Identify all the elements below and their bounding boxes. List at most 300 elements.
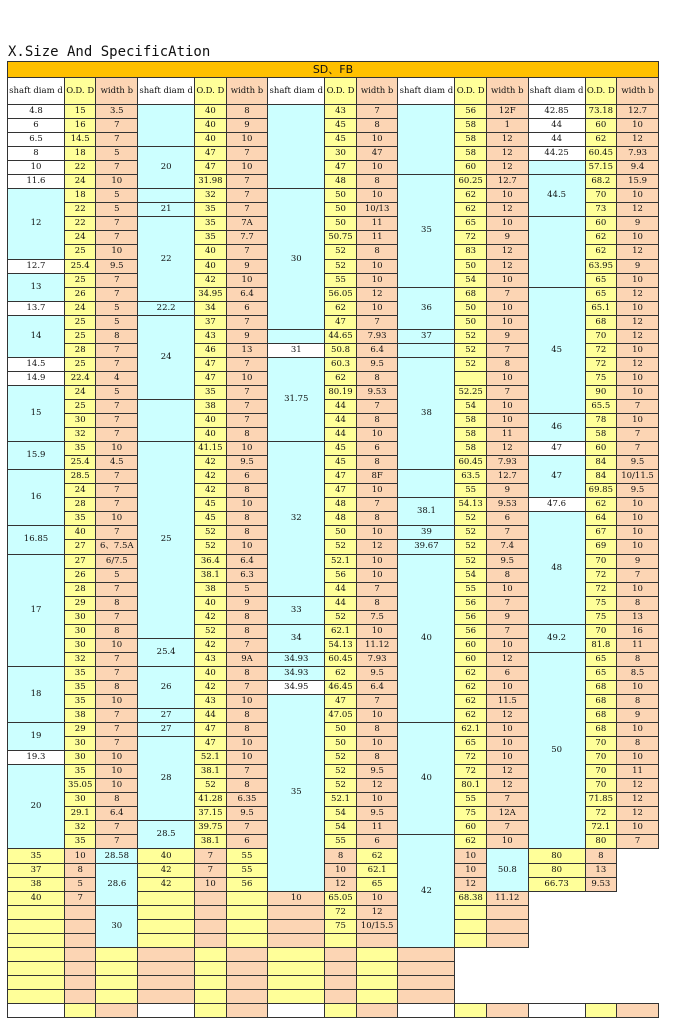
width-cell xyxy=(325,975,357,989)
od-cell: 60 xyxy=(455,821,487,835)
shaft-diam-cell: 28.58 xyxy=(96,849,138,863)
od-cell: 62 xyxy=(455,709,487,723)
table-row xyxy=(8,863,659,877)
width-cell: 6 xyxy=(226,301,268,315)
od-cell: 65.5 xyxy=(585,399,617,413)
width-cell: 10 xyxy=(455,863,487,877)
width-cell xyxy=(268,919,325,933)
shaft-diam-cell: 42 xyxy=(398,835,455,947)
od-cell: 52 xyxy=(455,329,487,343)
width-cell: 10 xyxy=(356,554,398,568)
width-cell: 12F xyxy=(486,105,528,119)
od-cell: 50 xyxy=(325,526,357,540)
od-cell: 14.5 xyxy=(64,133,96,147)
shaft-diam-cell: 47 xyxy=(528,442,585,456)
width-cell: 10 xyxy=(226,273,268,287)
width-cell: 8 xyxy=(585,849,617,863)
shaft-diam-cell: 35 xyxy=(268,694,325,891)
width-cell: 7 xyxy=(96,737,138,751)
shaft-diam-cell: 20 xyxy=(8,765,65,849)
od-cell xyxy=(195,989,227,1003)
od-cell: 38.1 xyxy=(195,835,227,849)
width-cell: 7 xyxy=(226,680,268,694)
width-cell: 11 xyxy=(617,638,659,652)
od-cell: 72 xyxy=(585,807,617,821)
shaft-diam-cell: 10 xyxy=(8,161,65,175)
width-cell: 8 xyxy=(617,694,659,708)
width-cell: 12 xyxy=(486,203,528,217)
shaft-diam-cell: 28.5 xyxy=(138,821,195,849)
width-cell: 7 xyxy=(96,119,138,133)
od-header: O.D. D xyxy=(64,78,96,105)
width-cell: 7 xyxy=(486,287,528,301)
width-cell: 10 xyxy=(96,638,138,652)
od-cell xyxy=(455,933,487,947)
width-cell: 10 xyxy=(486,301,528,315)
od-cell xyxy=(226,905,268,919)
width-cell: 8 xyxy=(356,596,398,610)
shaft-diam-cell: 50.8 xyxy=(486,849,528,891)
shaft-diam-cell: 34.95 xyxy=(268,680,325,694)
od-cell: 38 xyxy=(64,709,96,723)
od-cell: 62 xyxy=(325,371,357,385)
width-cell xyxy=(486,919,528,933)
width-cell: 7.93 xyxy=(617,147,659,161)
od-cell xyxy=(455,371,487,385)
shaft-diam-cell: 40 xyxy=(398,723,455,835)
width-cell: 8 xyxy=(226,428,268,442)
width-cell: 7 xyxy=(486,596,528,610)
width-cell: 9.5 xyxy=(356,666,398,680)
od-cell: 47 xyxy=(195,161,227,175)
od-cell: 40 xyxy=(195,105,227,119)
width-cell: 7 xyxy=(356,694,398,708)
width-cell: 12 xyxy=(356,287,398,301)
width-cell xyxy=(138,975,195,989)
width-cell: 8 xyxy=(96,680,138,694)
width-cell xyxy=(138,947,195,961)
width-cell: 5 xyxy=(226,582,268,596)
od-cell: 55 xyxy=(226,863,268,877)
width-cell: 12.7 xyxy=(486,470,528,484)
od-cell: 25 xyxy=(64,273,96,287)
width-cell: 9.5 xyxy=(486,554,528,568)
width-cell: 7 xyxy=(226,821,268,835)
width-cell: 6 xyxy=(356,835,398,849)
width-cell: 12 xyxy=(486,709,528,723)
od-cell: 63.95 xyxy=(585,259,617,273)
od-cell: 47 xyxy=(325,470,357,484)
width-cell: 8 xyxy=(356,245,398,259)
od-cell: 60 xyxy=(455,161,487,175)
od-cell: 45 xyxy=(195,512,227,526)
shaft-diam-cell: 14.5 xyxy=(8,357,65,371)
od-cell: 47 xyxy=(325,161,357,175)
width-cell: 10/15.5 xyxy=(356,919,398,933)
width-cell: 10 xyxy=(356,273,398,287)
shaft-diam-cell: 14.9 xyxy=(8,371,65,385)
od-cell: 52 xyxy=(455,554,487,568)
table-row xyxy=(8,147,659,161)
width-cell: 10 xyxy=(486,680,528,694)
od-cell: 56 xyxy=(325,568,357,582)
width-cell: 12 xyxy=(617,245,659,259)
width-cell: 10 xyxy=(486,723,528,737)
width-cell: 12 xyxy=(486,259,528,273)
shaft-diam-cell xyxy=(528,161,585,175)
od-cell: 60.45 xyxy=(455,456,487,470)
width-cell: 9.5 xyxy=(617,456,659,470)
table-row xyxy=(8,105,659,119)
od-cell xyxy=(356,947,398,961)
shaft-diam-cell: 35 xyxy=(398,175,455,287)
table-row xyxy=(8,498,659,512)
od-cell: 62 xyxy=(585,231,617,245)
od-cell: 52.1 xyxy=(325,554,357,568)
width-cell: 7 xyxy=(356,582,398,596)
width-cell: 10 xyxy=(617,526,659,540)
width-cell: 7 xyxy=(96,414,138,428)
od-cell xyxy=(226,919,268,933)
width-cell: 9.4 xyxy=(617,161,659,175)
width-cell: 10 xyxy=(617,385,659,399)
od-cell xyxy=(8,975,65,989)
width-cell xyxy=(195,891,227,905)
shaft-diam-cell: 13.7 xyxy=(8,301,65,315)
od-cell: 58 xyxy=(455,119,487,133)
width-cell xyxy=(226,947,268,961)
footer-cell xyxy=(455,1004,487,1018)
od-cell: 70 xyxy=(585,765,617,779)
od-cell: 40 xyxy=(195,259,227,273)
width-cell: 7 xyxy=(226,147,268,161)
width-cell: 13 xyxy=(226,343,268,357)
od-cell: 70 xyxy=(585,554,617,568)
width-cell: 6.4 xyxy=(356,343,398,357)
od-cell: 26 xyxy=(64,568,96,582)
width-cell: 12 xyxy=(617,203,659,217)
shaft-diam-cell: 21 xyxy=(138,203,195,217)
od-cell: 75 xyxy=(585,610,617,624)
od-cell: 15 xyxy=(64,105,96,119)
width-cell: 10 xyxy=(617,680,659,694)
od-cell: 44 xyxy=(325,414,357,428)
width-cell: 10 xyxy=(356,484,398,498)
od-cell: 47 xyxy=(325,484,357,498)
shaft-diam-cell: 16 xyxy=(8,470,65,526)
od-cell: 60 xyxy=(455,652,487,666)
width-cell: 10 xyxy=(486,835,528,849)
od-cell: 52 xyxy=(195,779,227,793)
od-cell: 35 xyxy=(64,666,96,680)
width-cell: 7 xyxy=(486,385,528,399)
od-cell: 62.1 xyxy=(356,863,398,877)
width-cell: 7 xyxy=(96,610,138,624)
width-cell: 9.53 xyxy=(356,385,398,399)
width-cell: 7.93 xyxy=(356,652,398,666)
width-cell: 9.53 xyxy=(585,877,617,891)
width-cell: 12 xyxy=(356,779,398,793)
od-cell xyxy=(455,905,487,919)
od-cell: 29 xyxy=(64,723,96,737)
od-cell: 35.05 xyxy=(64,779,96,793)
od-cell: 52 xyxy=(325,245,357,259)
width-cell: 8 xyxy=(96,329,138,343)
width-cell xyxy=(64,975,96,989)
width-header: width b xyxy=(617,78,659,105)
od-cell: 55 xyxy=(325,835,357,849)
width-cell: 7 xyxy=(226,385,268,399)
width-cell: 8 xyxy=(226,512,268,526)
width-header: width b xyxy=(226,78,268,105)
width-cell: 7 xyxy=(226,175,268,189)
width-cell: 7 xyxy=(226,315,268,329)
table-row xyxy=(8,161,659,175)
shaft-diam-cell: 45 xyxy=(528,287,585,413)
width-cell: 7 xyxy=(96,709,138,723)
od-cell: 44 xyxy=(195,709,227,723)
shaft-diam-cell xyxy=(268,105,325,189)
od-cell: 40 xyxy=(195,666,227,680)
shaft-diam-header: shaft diam d xyxy=(528,78,585,105)
shaft-diam-cell: 26 xyxy=(138,666,195,708)
od-cell: 65 xyxy=(585,287,617,301)
width-cell: 12 xyxy=(455,877,487,891)
od-cell: 50 xyxy=(325,737,357,751)
width-cell: 9A xyxy=(226,652,268,666)
width-cell xyxy=(398,975,455,989)
od-cell: 40 xyxy=(195,428,227,442)
od-cell: 60.3 xyxy=(325,357,357,371)
od-cell xyxy=(138,891,195,905)
width-cell: 9.53 xyxy=(486,498,528,512)
width-cell: 9.5 xyxy=(356,765,398,779)
width-cell: 12 xyxy=(325,877,357,891)
shaft-diam-cell: 44 xyxy=(528,133,585,147)
od-cell: 55 xyxy=(455,484,487,498)
shaft-diam-cell: 33 xyxy=(268,596,325,624)
od-cell: 54 xyxy=(455,399,487,413)
od-cell: 55 xyxy=(226,849,268,863)
width-cell: 9 xyxy=(617,709,659,723)
od-cell xyxy=(325,933,357,947)
width-cell: 8 xyxy=(96,596,138,610)
width-cell xyxy=(138,961,195,975)
width-cell xyxy=(325,947,357,961)
od-cell: 38 xyxy=(195,399,227,413)
width-cell: 10 xyxy=(617,301,659,315)
width-cell: 10 xyxy=(486,414,528,428)
width-cell: 16 xyxy=(617,624,659,638)
od-cell: 37 xyxy=(8,863,65,877)
width-cell: 47 xyxy=(356,147,398,161)
width-cell: 10 xyxy=(617,821,659,835)
od-cell: 81.8 xyxy=(585,638,617,652)
width-cell: 10 xyxy=(226,133,268,147)
width-cell: 9 xyxy=(486,231,528,245)
od-cell: 44 xyxy=(325,399,357,413)
width-cell: 10 xyxy=(356,133,398,147)
width-cell: 10 xyxy=(486,751,528,765)
od-cell: 25 xyxy=(64,315,96,329)
od-cell: 22 xyxy=(64,217,96,231)
od-cell: 75 xyxy=(585,596,617,610)
shaft-diam-header: shaft diam d xyxy=(8,78,65,105)
shaft-diam-cell: 27 xyxy=(138,709,195,723)
od-cell: 62 xyxy=(585,133,617,147)
width-cell: 10 xyxy=(617,231,659,245)
od-cell: 48 xyxy=(325,512,357,526)
width-cell: 10 xyxy=(96,512,138,526)
od-cell: 58 xyxy=(585,428,617,442)
width-cell: 10 xyxy=(486,189,528,203)
width-cell: 6.4 xyxy=(96,807,138,821)
width-cell: 10 xyxy=(356,891,398,905)
shaft-diam-cell: 34 xyxy=(268,624,325,652)
od-cell: 56 xyxy=(455,610,487,624)
od-cell: 28 xyxy=(64,498,96,512)
width-cell: 10 xyxy=(486,399,528,413)
od-cell: 72 xyxy=(585,568,617,582)
width-cell: 11.5 xyxy=(486,694,528,708)
footer-cell xyxy=(138,1004,195,1018)
od-cell: 45 xyxy=(325,119,357,133)
od-cell: 62 xyxy=(325,666,357,680)
width-cell: 9 xyxy=(617,259,659,273)
shaft-diam-cell: 28.6 xyxy=(96,863,138,905)
footer-cell xyxy=(528,1004,585,1018)
width-cell xyxy=(398,947,455,961)
od-cell xyxy=(268,975,325,989)
width-cell: 7 xyxy=(617,399,659,413)
od-cell: 35 xyxy=(64,442,96,456)
width-cell: 10 xyxy=(356,709,398,723)
width-header: width b xyxy=(356,78,398,105)
od-cell: 67 xyxy=(585,526,617,540)
table-row xyxy=(8,849,659,863)
width-cell: 7 xyxy=(226,765,268,779)
width-cell: 8 xyxy=(356,371,398,385)
width-cell: 5 xyxy=(96,301,138,315)
shaft-diam-cell: 34.93 xyxy=(268,652,325,666)
od-cell: 62 xyxy=(455,835,487,849)
width-cell: 7.5 xyxy=(356,610,398,624)
od-cell: 58 xyxy=(455,414,487,428)
od-cell: 37 xyxy=(195,315,227,329)
shaft-diam-cell: 19 xyxy=(8,723,65,751)
od-cell: 43 xyxy=(195,652,227,666)
od-cell: 44 xyxy=(325,582,357,596)
table-row xyxy=(8,456,659,470)
width-cell xyxy=(268,933,325,947)
od-cell xyxy=(138,933,195,947)
width-cell: 7 xyxy=(96,723,138,737)
od-cell: 80 xyxy=(585,835,617,849)
width-cell xyxy=(268,905,325,919)
shaft-diam-cell: 44.5 xyxy=(528,175,585,217)
width-cell: 12 xyxy=(617,779,659,793)
od-cell: 50 xyxy=(455,259,487,273)
width-cell: 7 xyxy=(96,273,138,287)
od-cell: 29.1 xyxy=(64,807,96,821)
table-row xyxy=(8,905,659,919)
od-cell: 38.1 xyxy=(195,568,227,582)
od-cell: 62 xyxy=(585,498,617,512)
table-row xyxy=(8,989,659,1003)
shaft-diam-cell: 25.4 xyxy=(138,638,195,666)
width-cell: 9 xyxy=(226,259,268,273)
width-cell: 12 xyxy=(486,442,528,456)
od-cell: 52 xyxy=(325,259,357,273)
od-cell: 32 xyxy=(64,428,96,442)
od-cell: 58 xyxy=(455,133,487,147)
width-cell: 11 xyxy=(486,428,528,442)
width-cell: 8 xyxy=(226,610,268,624)
od-cell: 18 xyxy=(64,147,96,161)
od-cell: 50 xyxy=(455,315,487,329)
width-cell: 8.5 xyxy=(617,666,659,680)
shaft-diam-cell: 6 xyxy=(8,119,65,133)
od-cell: 27 xyxy=(64,554,96,568)
od-cell xyxy=(455,919,487,933)
od-cell: 22 xyxy=(64,203,96,217)
od-cell: 35 xyxy=(64,680,96,694)
width-cell: 10 xyxy=(96,765,138,779)
od-cell: 44 xyxy=(325,596,357,610)
width-cell: 10 xyxy=(617,189,659,203)
width-cell: 8 xyxy=(226,105,268,119)
width-cell xyxy=(195,919,227,933)
shaft-diam-cell: 40 xyxy=(398,554,455,723)
width-cell: 11.12 xyxy=(486,891,528,905)
od-cell: 42 xyxy=(195,484,227,498)
od-cell: 30 xyxy=(64,793,96,807)
table-row xyxy=(8,975,659,989)
width-cell: 7 xyxy=(195,863,227,877)
width-cell: 7 xyxy=(226,399,268,413)
shaft-diam-cell: 48 xyxy=(528,512,585,624)
footer-cell xyxy=(64,1004,96,1018)
od-cell: 52 xyxy=(455,357,487,371)
od-cell: 75 xyxy=(325,919,357,933)
od-cell: 40 xyxy=(195,414,227,428)
od-cell: 80.1 xyxy=(455,779,487,793)
table-row xyxy=(8,652,659,666)
od-cell xyxy=(195,975,227,989)
table-row xyxy=(8,287,659,301)
width-cell: 9 xyxy=(617,217,659,231)
od-cell: 24 xyxy=(64,175,96,189)
width-cell: 8 xyxy=(486,357,528,371)
width-cell: 7 xyxy=(96,652,138,666)
od-cell: 62 xyxy=(356,849,398,863)
shaft-diam-header: shaft diam d xyxy=(268,78,325,105)
od-cell: 42 xyxy=(195,610,227,624)
width-cell: 9.5 xyxy=(226,807,268,821)
width-cell xyxy=(64,961,96,975)
od-cell: 56 xyxy=(455,596,487,610)
width-cell: 8 xyxy=(617,596,659,610)
od-cell xyxy=(195,947,227,961)
width-cell: 9.5 xyxy=(96,259,138,273)
od-cell: 52 xyxy=(195,540,227,554)
width-cell: 11 xyxy=(617,765,659,779)
od-cell: 65 xyxy=(356,877,398,891)
od-cell: 72.1 xyxy=(585,821,617,835)
width-cell: 7 xyxy=(356,315,398,329)
width-cell: 8 xyxy=(64,863,96,877)
od-cell: 40 xyxy=(195,119,227,133)
